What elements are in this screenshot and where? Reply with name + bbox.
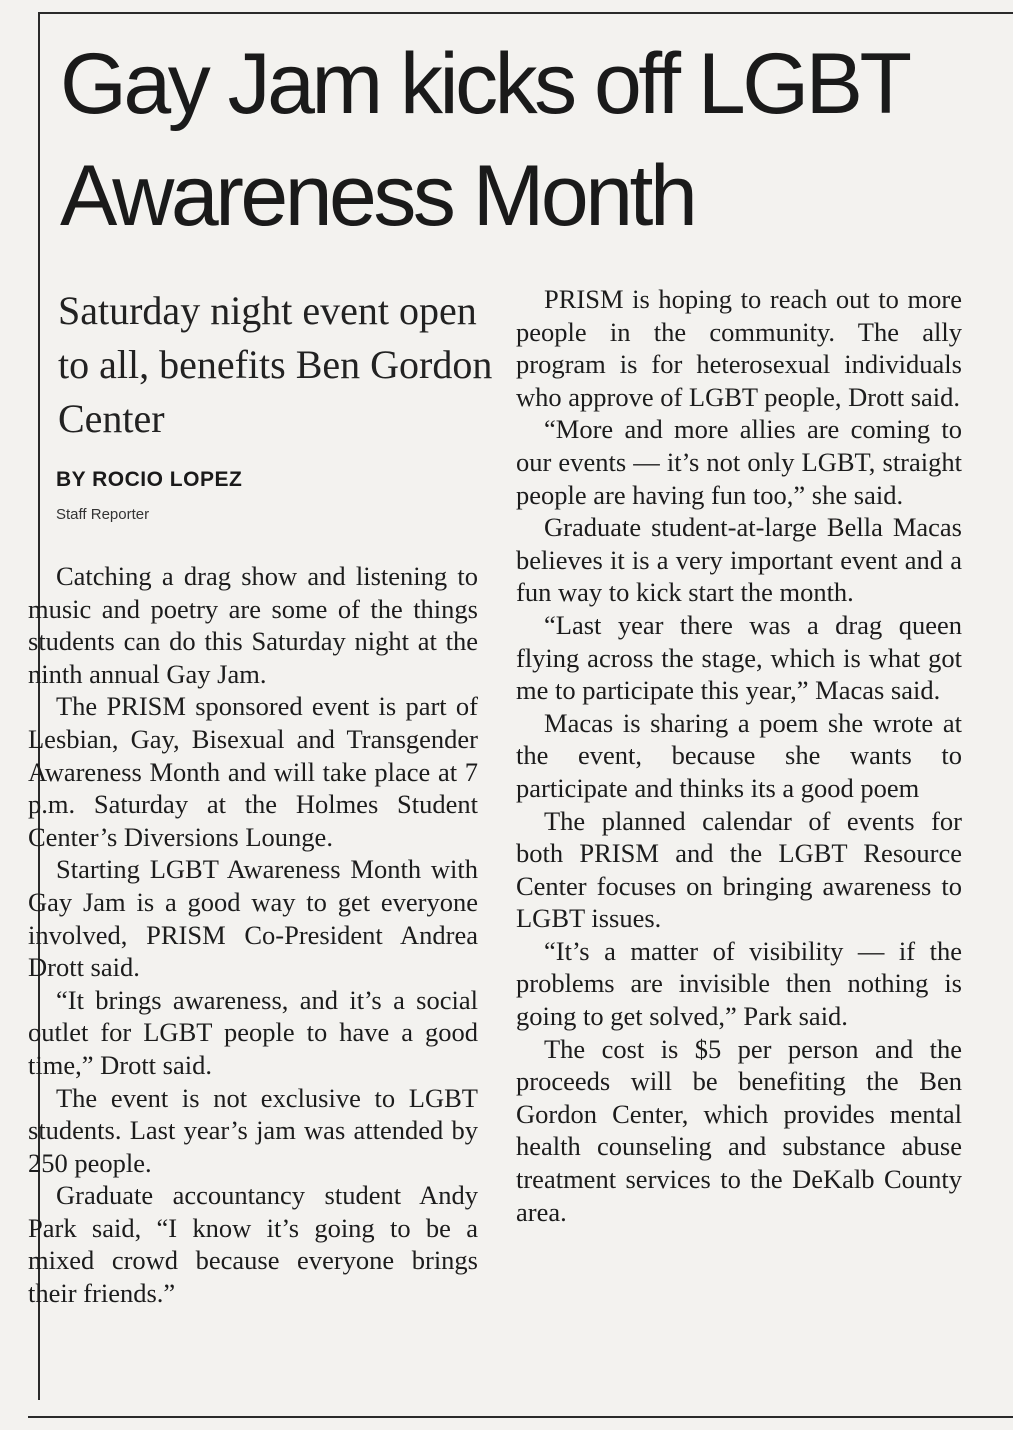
paragraph: Starting LGBT Awareness Month with Gay Jam is a good way to get everyone involved, PRISM Co-President Andrea Drott said. (28, 854, 478, 983)
paragraph: “It’s a matter of visibility — if the problems are invisible then nothing is going to get solved,” Park said. (516, 935, 962, 1032)
paragraph: The planned calendar of events for both PRISM and the LGBT Resource Center focuses on bringing awareness to LGBT issues. (516, 805, 962, 934)
byline-role: Staff Reporter (56, 506, 150, 523)
byline: BY ROCIO LOPEZ (56, 468, 243, 491)
frame-top-rule (38, 12, 1013, 14)
frame-bottom-rule (28, 1416, 1013, 1418)
paragraph: “It brings awareness, and it’s a social outlet for LGBT people to have a good time,” Drott said. (28, 984, 478, 1080)
paragraph: Catching a drag show and listening to music and poetry are some of the things students can do this Saturday night at the ninth annual Gay Jam. (28, 561, 478, 689)
paragraph: “Last year there was a drag queen flying across the stage, which is what got me to participate this year,” Macas said. (516, 609, 962, 706)
paragraph: The cost is $5 per person and the proceeds will be benefiting the Ben Gordon Center, which provides mental health counseling and substance abuse treatment services to the DeKalb County area. (516, 1033, 962, 1227)
paragraph: Graduate student-at-large Bella Macas believes it is a very important event and a fun way to kick start the month. (516, 512, 962, 608)
paragraph: Macas is sharing a poem she wrote at the event, because she wants to participate and thinks its a good poem (516, 707, 962, 803)
left-column (28, 560, 478, 1310)
paragraph: The event is not exclusive to LGBT students. Last year’s jam was attended by 250 people. (28, 1082, 478, 1178)
deck-subheadline: Saturday night event open to all, benefits Ben Gordon Center (58, 288, 493, 441)
paragraph: The PRISM sponsored event is part of Lesbian, Gay, Bisexual and Transgender Awareness Month and will take place at 7 p.m. Saturday at the Holmes Student Center’s Diversions Lounge. (28, 691, 478, 852)
headline: Gay Jam kicks off LGBT Awareness Month (60, 36, 907, 244)
paragraph: Graduate accountancy student Andy Park said, “I know it’s going to be a mixed crowd because everyone brings their friends.” (28, 1180, 478, 1309)
paragraph: PRISM is hoping to reach out to more people in the community. The ally program is for heterosexual individuals who approve of LGBT people, Drott said. (516, 284, 962, 412)
paragraph: “More and more allies are coming to our events — it’s not only LGBT, straight people are having fun too,” she said. (516, 414, 962, 510)
right-column (516, 283, 962, 1228)
